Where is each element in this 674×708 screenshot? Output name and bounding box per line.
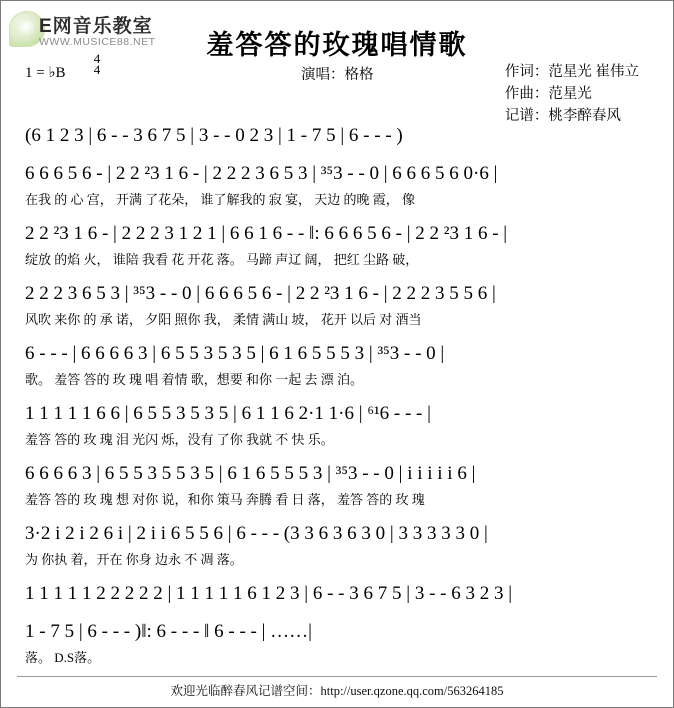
time-signature-top: 4 (93, 51, 101, 66)
logo-text: E网音乐教室 (39, 16, 153, 37)
lyric-row: 落。 D.S落。 (25, 650, 101, 665)
lyric-row: 歌。 羞答 答的 玫 瑰 唱 着情 歌，想要 和你 一起 去 漂 泊。 (25, 372, 364, 387)
credits-block (505, 61, 639, 127)
music-staff (1, 123, 673, 665)
notation-row: (6 1 2 3 | 6 - - 3 6 7 5 | 3 - - 0 2 3 | 1 - 7 5 | 6 - - - ) (25, 125, 403, 146)
notation-row: 1 - 7 5 | 6 - - - )‖: 6 - - - ‖ 6 - - - | ……| (25, 621, 312, 642)
lyric-row: 在我 的 心 宫， 开满 了花朵， 谁了解我的 寂 宴， 天边 的晚 霞， 像 (25, 192, 416, 207)
lyric-row: 为 你执 着，开在 你身 边永 不 凋 落。 (25, 552, 243, 567)
composer-credit: 作曲：范星光 (504, 86, 592, 102)
notation-row: 3·2 i 2 i 2 6 i | 2 i i 6 5 5 6 | 6 - - - (3 3 6 3 6 3 0 | 3 3 3 3 3 0 | (25, 523, 488, 544)
notation-row: 1 1 1 1 1 2 2 2 2 2 | 1 1 1 1 1 6 1 2 3 | 6 - - 3 6 7 5 | 3 - - 6 3 2 3 | (25, 583, 513, 604)
key-signature: 1 = ♭B (25, 65, 66, 81)
lyric-row: 风吹 来你 的 承 诺， 夕阳 照你 我， 柔情 满山 坡， 花开 以后 对 酒当 (25, 312, 422, 327)
time-signature-bottom: 4 (93, 62, 101, 77)
lyric-row: 羞答 答的 玫 瑰 想 对你 说，和你 策马 奔腾 看 日 落， 羞答 答的 玫 瑰 (25, 492, 425, 507)
lyric-row: 羞答 答的 玫 瑰 泪 光闪 烁，没有 了你 我就 不 快 乐。 (25, 432, 334, 447)
notation-row: 6 6 6 6 3 | 6 5 5 3 5 5 3 5 | 6 1 6 5 5 5 3 | ³⁵3 - - 0 | i i i i i 6 | (25, 463, 476, 484)
notation-row: 6 6 6 5 6 - | 2 2 ²3 1 6 - | 2 2 2 3 6 5 3 | ³⁵3 - - 0 | 6 6 6 5 6 0·6 | (25, 163, 498, 184)
time-signature (89, 53, 105, 75)
transcriber-credit: 记谱：桃李醉春风 (504, 108, 621, 124)
footer-divider (17, 676, 657, 677)
notation-row: 1 1 1 1 1 6 6 | 6 5 5 3 5 3 5 | 6 1 1 6 2·1 1·6 | ⁶¹6 - - - | (25, 403, 431, 424)
singer-credit: 演唱：格格 (301, 67, 374, 83)
notation-row: 2 2 ²3 1 6 - | 2 2 2 3 1 2 1 | 6 6 1 6 - - ‖: 6 6 6 5 6 - | 2 2 ²3 1 6 - | (25, 223, 508, 244)
lyricist-credit: 作词：范星光 崔伟立 (504, 64, 639, 80)
notation-row: 2 2 2 3 6 5 3 | ³⁵3 - - 0 | 6 6 6 5 6 - | 2 2 ²3 1 6 - | 2 2 2 3 5 5 6 | (25, 283, 496, 304)
footer-note: 欢迎光临醉春风记谱空间：http://user.qzone.qq.com/563264185 (170, 684, 504, 698)
logo-url: WWW.MUSICE88.NET (39, 36, 156, 48)
page-title: 羞答答的玫瑰唱情歌 (206, 30, 468, 60)
lyric-row: 绽放 的焰 火， 谁陪 我看 花 开花 落。 马蹄 声辽 阔， 把红 尘路 破， (25, 252, 419, 267)
notation-row: 6 - - - | 6 6 6 6 3 | 6 5 5 3 5 3 5 | 6 1 6 5 5 5 3 | ³⁵3 - - 0 | (25, 343, 445, 364)
